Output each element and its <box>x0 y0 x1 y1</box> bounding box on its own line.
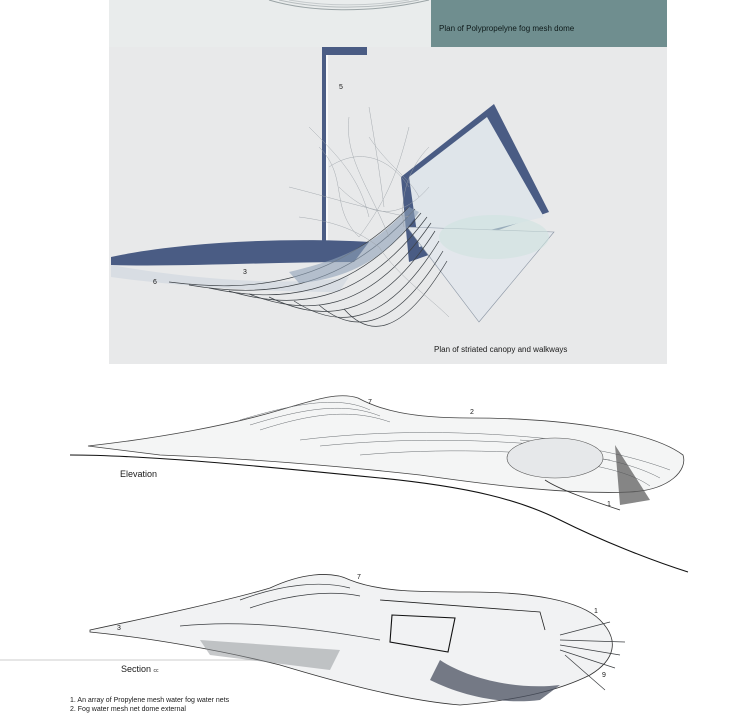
section-label <box>121 664 159 674</box>
callout-6: 6 <box>153 279 157 286</box>
plan-canopy-caption: Plan of striated canopy and walkways <box>434 345 568 354</box>
section-label-sub: cc <box>153 668 159 674</box>
section-callout-7: 7 <box>357 574 361 581</box>
elevation-label: Elevation <box>120 469 158 479</box>
section-callout-1: 1 <box>594 608 598 615</box>
callout-3: 3 <box>243 269 247 276</box>
callout-5: 5 <box>339 84 343 91</box>
plan-dome-caption: Plan of Polypropelyne fog mesh dome <box>439 24 575 33</box>
section-callout-3: 3 <box>117 625 121 632</box>
legend-item: 1. An array of Propylene mesh water fog water nets <box>70 697 230 704</box>
elevation-callout-2: 2 <box>470 409 474 416</box>
section-label-text: Section <box>121 664 152 674</box>
section-callout-9: 9 <box>602 672 606 679</box>
elevation-callout-1: 1 <box>607 501 611 508</box>
elevation-callout-7: 7 <box>368 399 372 406</box>
legend-item: 2. Fog water mesh net dome external <box>70 706 186 713</box>
legend <box>70 696 229 714</box>
